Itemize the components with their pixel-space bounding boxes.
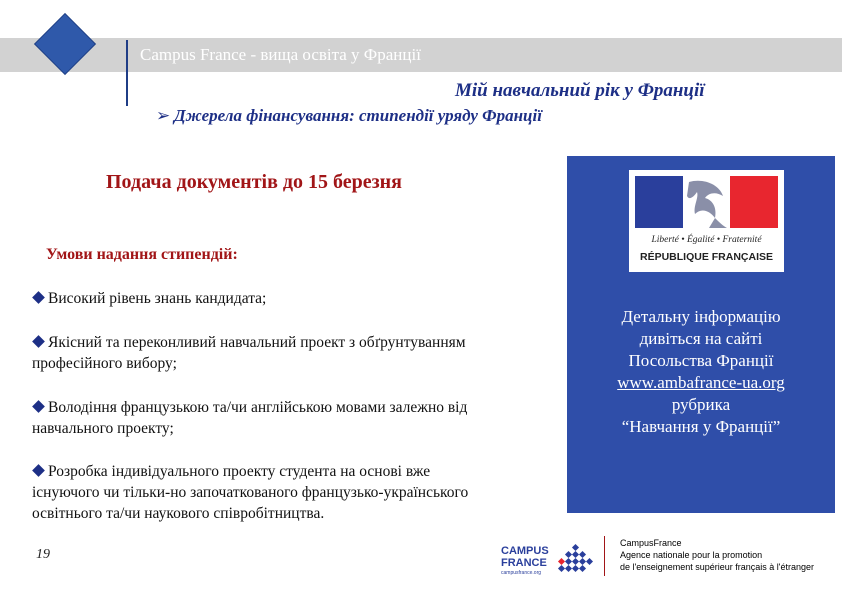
page-number: 19 bbox=[36, 547, 50, 562]
info-line: Детальну інформацію bbox=[621, 307, 781, 326]
bullet-text: Володіння французькою та/чи англійською мовами залежно від bbox=[48, 399, 468, 416]
conditions-heading: Умови надання стипендій: bbox=[46, 246, 238, 263]
org-name: CampusFrance bbox=[620, 538, 682, 548]
diamond-bullet-icon bbox=[32, 335, 45, 348]
logo-word-2: FRANCE bbox=[501, 557, 547, 569]
logo-word-1: CAMPUS bbox=[501, 545, 549, 557]
footer-org-text bbox=[620, 537, 814, 573]
info-line: Посольства Франції bbox=[628, 351, 774, 370]
org-line: de l'enseignement supérieur français à l'étranger bbox=[620, 562, 815, 572]
info-text bbox=[577, 306, 825, 438]
info-line: рубрика bbox=[671, 395, 731, 414]
section-title: Джерела фінансування: стипендії уряду Франції bbox=[174, 106, 542, 125]
emblem-motto: Liberté • Égalité • Fraternité bbox=[651, 235, 762, 245]
deadline-heading: Подача документів до 15 березня bbox=[106, 171, 402, 193]
list-item bbox=[32, 288, 557, 309]
campus-france-logo bbox=[497, 541, 593, 577]
diamond-bullet-icon bbox=[32, 400, 45, 413]
org-line: Agence nationale pour la promotion bbox=[620, 550, 763, 560]
info-box bbox=[567, 156, 835, 513]
info-line: “Навчання у Франції” bbox=[621, 417, 781, 436]
bullet-text-cont: навчального проекту; bbox=[32, 420, 174, 437]
bullet-text-cont: професійного вибору; bbox=[32, 355, 177, 372]
republique-francaise-logo bbox=[629, 170, 784, 272]
logo-pyramid-icon bbox=[558, 544, 593, 572]
emblem-republic: RÉPUBLIQUE FRANÇAISE bbox=[639, 251, 774, 263]
diamond-bullet-icon bbox=[32, 291, 45, 304]
info-line: дивіться на сайті bbox=[639, 329, 763, 348]
bullet-text: Розробка індивідуального проекту студента на основі вже bbox=[48, 463, 431, 480]
header-divider bbox=[126, 40, 128, 106]
list-item bbox=[32, 461, 557, 524]
list-item bbox=[32, 332, 557, 374]
page-subtitle: Мій навчальний рік у Франції bbox=[455, 80, 705, 101]
bullet-text-cont: освітнього та/чи наукового співробітництва. bbox=[32, 505, 325, 522]
list-item bbox=[32, 397, 557, 439]
logo-site: campusfrance.org bbox=[501, 570, 542, 576]
bullet-text-cont: існуючого чи тільки-но започаткованого французько-українського bbox=[32, 484, 469, 501]
footer-divider bbox=[604, 536, 605, 576]
embassy-link[interactable]: www.ambafrance-ua.org bbox=[617, 373, 785, 392]
bullet-text: Високий рівень знань кандидата; bbox=[48, 290, 267, 307]
bullet-text: Якісний та переконливий навчальний проект з обґрунтуванням bbox=[48, 334, 466, 351]
header-title: Campus France - вища освіта у Франції bbox=[140, 45, 421, 64]
arrow-bullet-icon: ➢ bbox=[156, 106, 171, 125]
diamond-bullet-icon bbox=[32, 464, 45, 477]
